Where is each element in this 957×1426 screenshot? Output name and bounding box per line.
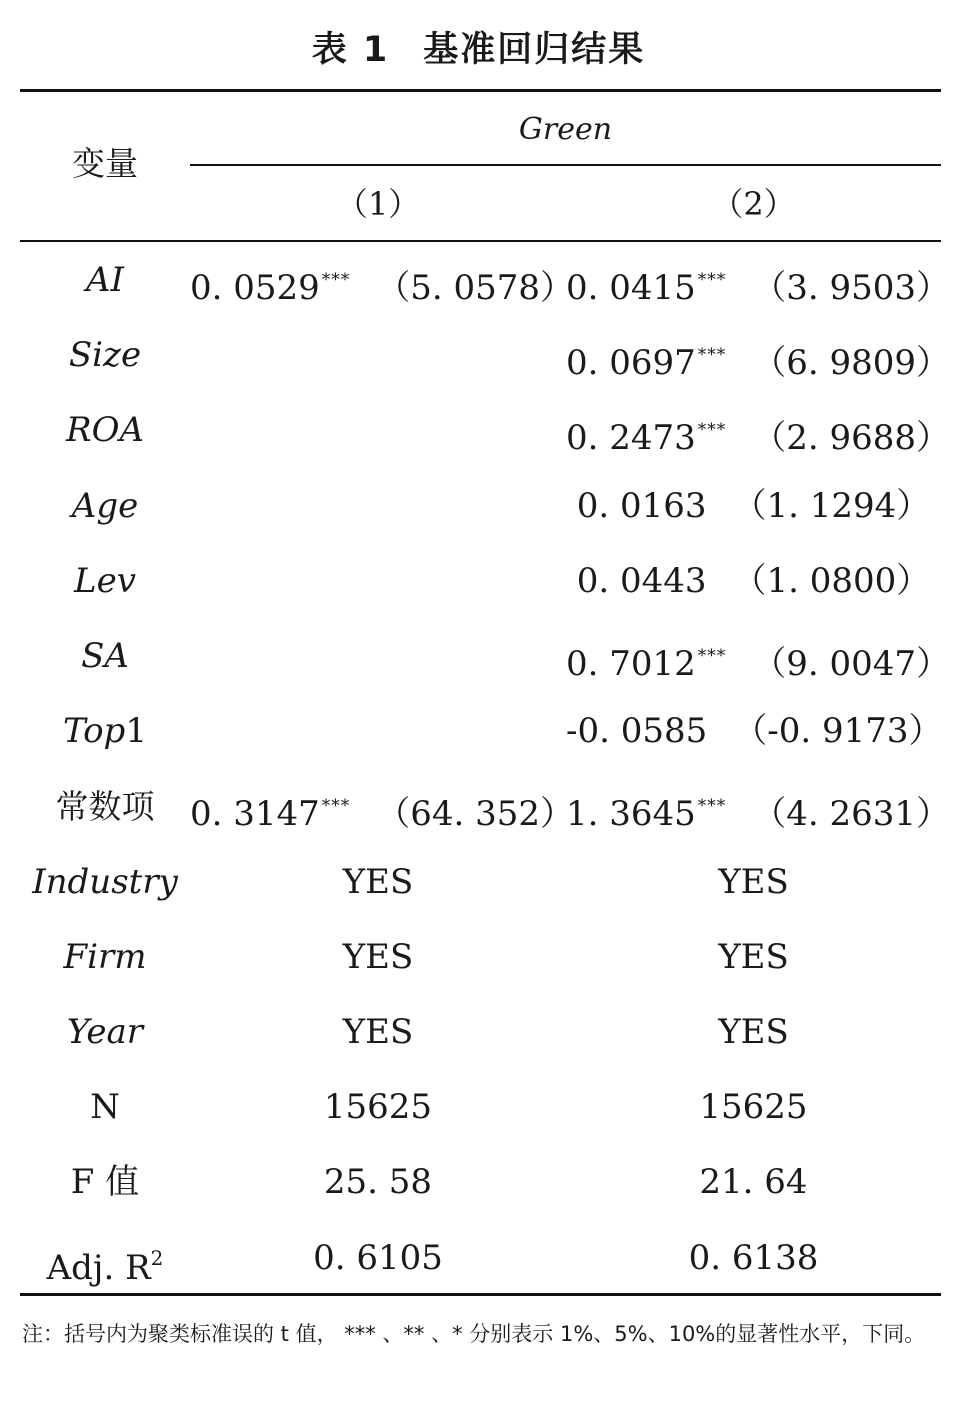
variable-header: 变量 bbox=[72, 144, 138, 183]
significance-stars: *** bbox=[697, 796, 727, 817]
row-label: AI bbox=[86, 260, 124, 300]
adj-r2-text: Adj. R bbox=[46, 1247, 151, 1288]
coefficient: 0. 0697 bbox=[566, 343, 696, 384]
t-value: （5. 0578） bbox=[376, 268, 575, 308]
t-value: （1. 1294） bbox=[732, 485, 931, 526]
stat-model-2: 21. 64 bbox=[699, 1162, 808, 1203]
control-label: Firm bbox=[63, 936, 147, 977]
row-label: Age bbox=[71, 485, 139, 526]
coefficient: 0. 2473 bbox=[566, 418, 696, 459]
adj-r2-model-2: 0. 6138 bbox=[688, 1237, 819, 1278]
model-1-cell bbox=[190, 544, 566, 619]
row-label: SA bbox=[81, 636, 129, 676]
row-label: 常数项 bbox=[55, 787, 155, 827]
control-label: Industry bbox=[32, 861, 178, 902]
dependent-variable-header: Green bbox=[518, 112, 613, 147]
control-model-1: YES bbox=[342, 1012, 414, 1052]
subheader-rule bbox=[190, 164, 941, 166]
table-number: 表 1 bbox=[311, 30, 390, 70]
table-title bbox=[0, 22, 957, 72]
coefficient: 0. 0443 bbox=[576, 560, 707, 601]
control-model-1: YES bbox=[342, 861, 414, 902]
adj-r2-model-1: 0. 6105 bbox=[313, 1237, 443, 1278]
model-1-cell bbox=[190, 243, 575, 318]
t-value: （3. 9503） bbox=[752, 268, 951, 308]
model-2-cell bbox=[566, 318, 951, 393]
model-2-cell bbox=[566, 769, 951, 844]
stat-label: N bbox=[90, 1087, 120, 1128]
coefficient: 0. 0415 bbox=[566, 268, 696, 308]
t-value: （1. 0800） bbox=[732, 560, 931, 601]
coefficient: 0. 3147 bbox=[190, 794, 320, 835]
model-2-cell bbox=[566, 393, 951, 468]
bottom-rule bbox=[20, 1293, 941, 1296]
significance-stars: *** bbox=[697, 646, 727, 666]
t-value: （-0. 9173） bbox=[733, 711, 943, 752]
coefficient: 0. 0529 bbox=[190, 268, 320, 308]
control-model-2: YES bbox=[718, 936, 789, 977]
model-1-cell bbox=[190, 694, 566, 769]
coefficient: -0. 0585 bbox=[566, 711, 708, 752]
stat-model-2: 15625 bbox=[699, 1087, 808, 1128]
t-value: （64. 352） bbox=[376, 794, 575, 835]
model-2-cell bbox=[566, 544, 941, 619]
header-rule bbox=[20, 240, 941, 242]
control-model-1: YES bbox=[342, 936, 414, 977]
row-label-digit: 1 bbox=[125, 711, 147, 752]
t-value: （4. 2631） bbox=[752, 794, 951, 835]
adj-r2-label bbox=[20, 1221, 190, 1296]
stat-model-1: 25. 58 bbox=[323, 1162, 433, 1203]
row-label: Size bbox=[68, 335, 142, 376]
model-1-cell bbox=[190, 318, 566, 393]
model-1-cell bbox=[190, 769, 575, 844]
stat-model-1: 15625 bbox=[323, 1087, 433, 1128]
significance-stars: *** bbox=[697, 420, 727, 441]
row-label bbox=[20, 694, 190, 769]
control-label: Year bbox=[66, 1012, 144, 1052]
column-header-1: （1） bbox=[335, 185, 421, 223]
model-1-cell bbox=[190, 469, 566, 544]
t-value: （6. 9809） bbox=[752, 343, 951, 384]
row-label: Lev bbox=[74, 560, 136, 601]
model-2-cell bbox=[566, 469, 941, 544]
significance-stars: *** bbox=[321, 270, 351, 290]
significance-stars: *** bbox=[697, 345, 727, 366]
model-2-cell bbox=[566, 694, 941, 769]
row-label: ROA bbox=[65, 410, 145, 451]
t-value: （9. 0047） bbox=[752, 644, 951, 684]
top-rule bbox=[20, 89, 941, 92]
control-model-2: YES bbox=[718, 861, 789, 902]
significance-stars: *** bbox=[321, 796, 351, 817]
model-1-cell bbox=[190, 393, 566, 468]
control-model-2: YES bbox=[718, 1012, 789, 1052]
adj-r2-superscript: 2 bbox=[150, 1245, 164, 1270]
significance-stars: *** bbox=[697, 270, 727, 290]
model-1-cell bbox=[190, 619, 566, 694]
coefficient: 0. 0163 bbox=[576, 485, 707, 526]
t-value: （2. 9688） bbox=[752, 418, 951, 459]
coefficient: 1. 3645 bbox=[566, 794, 696, 835]
table-caption: 基准回归结果 bbox=[423, 30, 646, 70]
coefficient: 0. 7012 bbox=[566, 644, 696, 684]
model-2-cell bbox=[566, 243, 951, 318]
row-label-italic: Top bbox=[63, 711, 126, 752]
table-note: 注：括号内为聚类标准误的 t 值， *** 、** 、* 分别表示 1%、5%、10%的显著性水平，下同。 bbox=[22, 1322, 926, 1346]
column-header-2: （2） bbox=[711, 185, 796, 223]
stat-label: F 值 bbox=[70, 1162, 140, 1203]
model-2-cell bbox=[566, 619, 951, 694]
